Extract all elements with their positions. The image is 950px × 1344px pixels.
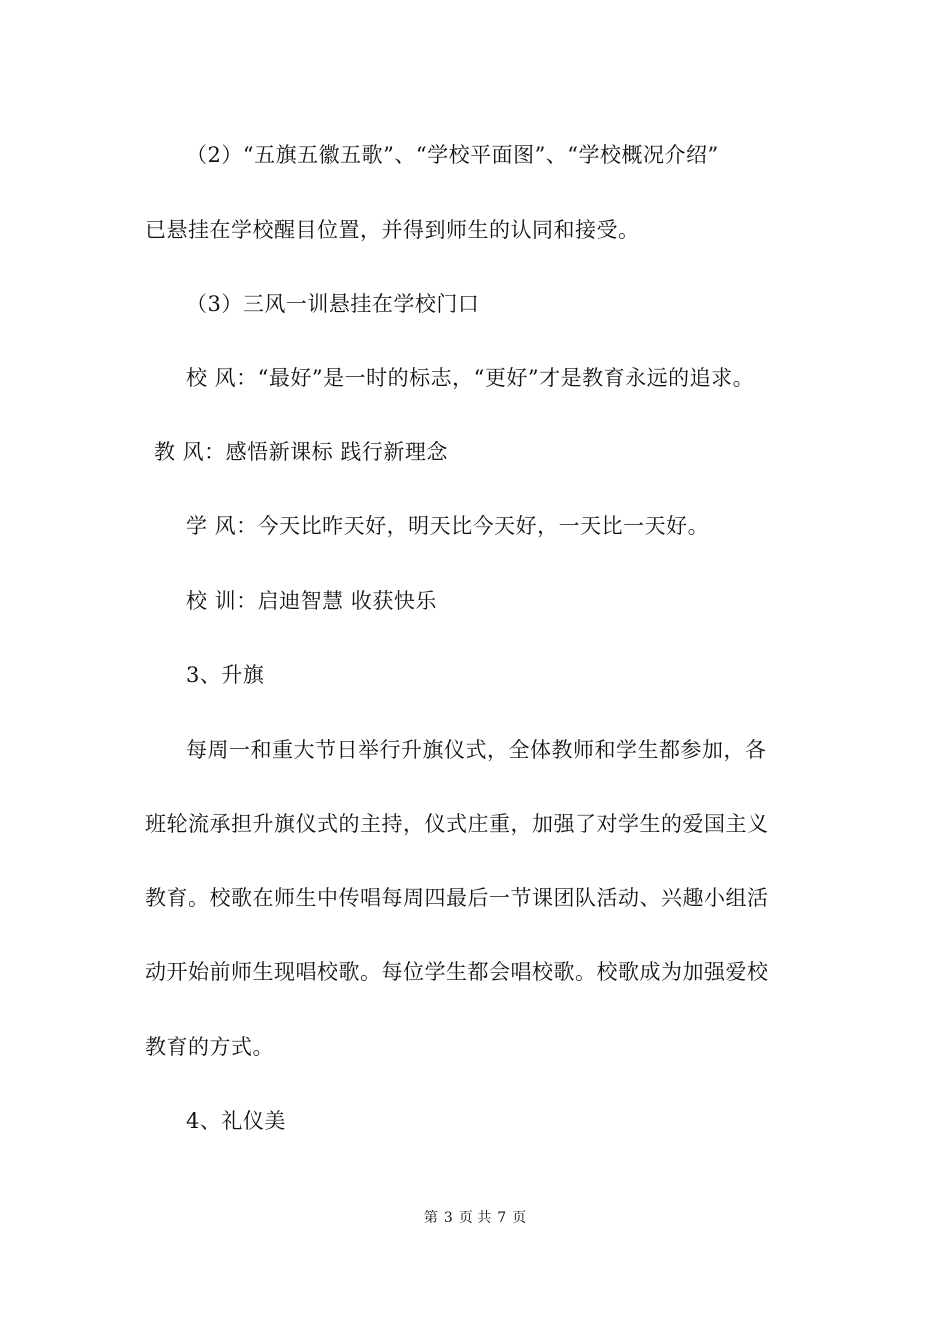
text-line: 教 风：感悟新课标 践行新理念 bbox=[154, 440, 448, 464]
text-line: （3）三风一训悬挂在学校门口 bbox=[186, 292, 480, 316]
text-line: 学 风：今天比昨天好，明天比今天好，一天比一天好。 bbox=[186, 514, 710, 538]
section-heading: 4、礼仪美 bbox=[186, 1109, 286, 1133]
text-line: 动开始前师生现唱校歌。每位学生都会唱校歌。校歌成为加强爱校 bbox=[145, 960, 769, 984]
page-footer bbox=[0, 1209, 950, 1227]
page-prefix: 第 bbox=[423, 1210, 438, 1226]
text-line: 教育。校歌在师生中传唱每周四最后一节课团队活动、兴趣小组活 bbox=[145, 886, 769, 910]
text-line: 校 风：“最好”是一时的标志，“更好”才是教育永远的追求。 bbox=[186, 366, 755, 390]
text-line: 每周一和重大节日举行升旗仪式，全体教师和学生都参加，各 bbox=[186, 738, 767, 762]
section-heading: 3、升旗 bbox=[186, 663, 265, 687]
text-line: 校 训：启迪智慧 收获快乐 bbox=[186, 589, 437, 613]
text-line: 班轮流承担升旗仪式的主持，仪式庄重，加强了对学生的爱国主义 bbox=[145, 812, 769, 836]
page-total: 7 bbox=[497, 1210, 507, 1226]
page-suffix: 页 bbox=[512, 1210, 527, 1226]
text-line: （2）“五旗五徽五歌”、“学校平面图”、“学校概况介绍” bbox=[186, 143, 719, 167]
text-line: 教育的方式。 bbox=[145, 1035, 274, 1059]
text-line: 已悬挂在学校醒目位置，并得到师生的认同和接受。 bbox=[145, 218, 640, 242]
page-current: 3 bbox=[443, 1210, 453, 1226]
page-middle: 页 共 bbox=[458, 1210, 492, 1226]
